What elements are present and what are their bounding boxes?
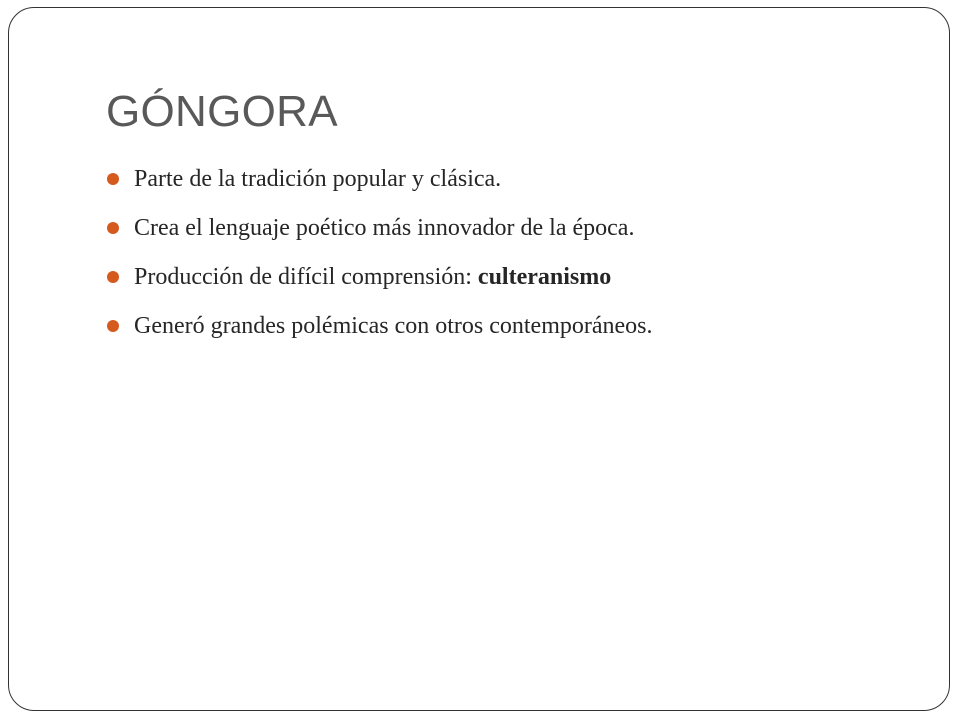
bullet-dot-icon xyxy=(107,222,119,234)
bullet-text xyxy=(134,307,653,345)
bullet-text xyxy=(134,160,501,198)
slide-title: GÓNGORA xyxy=(106,87,338,136)
bullet-dot-icon xyxy=(107,173,119,185)
bullet-text-main: Producción de difícil comprensión: xyxy=(134,264,478,290)
bullet-text xyxy=(134,209,634,247)
bullet-dot-icon xyxy=(107,271,119,283)
bullet-text-emphasis: culteranismo xyxy=(477,264,612,290)
bullet-text-main: Parte de la tradición popular y clásica. xyxy=(134,166,502,192)
bullet-dot-icon xyxy=(107,320,119,332)
bullet-text-main: Generó grandes polémicas con otros contemporáneos. xyxy=(134,313,653,339)
bullet-text-main: Crea el lenguaje poético más innovador de la época. xyxy=(134,215,635,241)
bullet-text xyxy=(134,258,611,296)
